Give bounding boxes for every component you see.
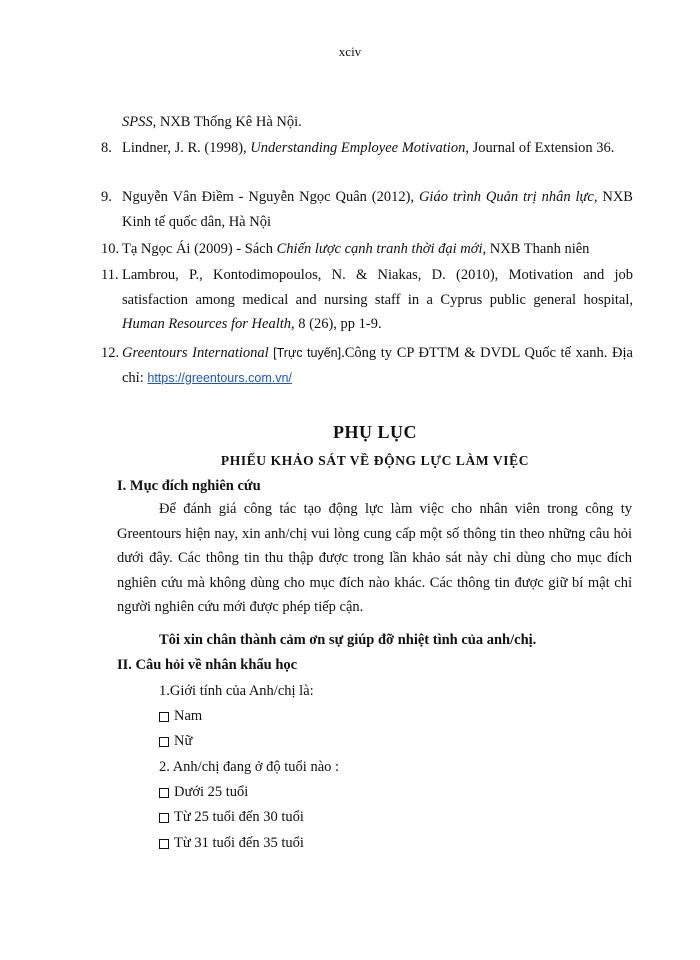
reference-item bbox=[101, 237, 633, 262]
checkbox[interactable] bbox=[159, 813, 169, 823]
checkbox[interactable] bbox=[159, 839, 169, 849]
reference-text bbox=[122, 185, 633, 234]
italic-title: Chiến lược cạnh tranh thời đại mới, bbox=[276, 241, 487, 257]
reference-item bbox=[101, 136, 633, 161]
reference-text-segment: , NXB Thống Kê Hà Nội. bbox=[152, 114, 302, 130]
reference-number: 9. bbox=[101, 189, 112, 205]
option-age-31-35[interactable]: Từ 31 tuổi đến 35 tuổi bbox=[159, 835, 304, 852]
reference-text-segment: Lambrou, P., Kontodimopoulos, N. & Niakas, D. (2010), Motivation and job satisfaction among medical and nursing staff in a Cyprus public general hospital, bbox=[122, 267, 633, 308]
reference-item bbox=[101, 341, 633, 390]
reference-text-segment: Lindner, J. R. (1998), bbox=[122, 140, 251, 156]
reference-text bbox=[122, 110, 633, 135]
reference-text bbox=[122, 263, 633, 337]
reference-number: 10. bbox=[101, 241, 120, 257]
section-heading-demographics: II. Câu hỏi về nhân khẩu học bbox=[117, 657, 298, 673]
reference-number: 8. bbox=[101, 140, 112, 156]
thanks-line: Tôi xin chân thành cảm ơn sự giúp đỡ nhiệt tình của anh/chị. bbox=[159, 632, 537, 648]
reference-text-segment: .Công ty CP ĐTTM & DVDL Quốc tế xanh. Địa chỉ: bbox=[122, 345, 633, 386]
reference-number: 11. bbox=[101, 267, 119, 283]
page-number: xciv bbox=[338, 44, 362, 59]
option-female[interactable]: Nữ bbox=[159, 733, 192, 750]
reference-text bbox=[122, 237, 633, 262]
italic-title: Giáo trình Quản trị nhân lực, bbox=[418, 189, 598, 205]
question-age: 2. Anh/chị đang ở độ tuổi nào : bbox=[159, 759, 340, 775]
reference-item bbox=[101, 110, 633, 135]
reference-text bbox=[122, 341, 633, 390]
reference-number: 12. bbox=[101, 345, 120, 361]
reference-text bbox=[122, 136, 633, 161]
reference-text-segment: NXB Thanh niên bbox=[486, 241, 590, 257]
checkbox[interactable] bbox=[159, 788, 169, 798]
reference-text-segment: [Trực tuyến] bbox=[268, 346, 342, 360]
checkbox[interactable] bbox=[159, 737, 169, 747]
italic-title: Human Resources for Health bbox=[122, 316, 292, 332]
italic-title: Understanding Employee Motivation bbox=[250, 140, 466, 156]
purpose-paragraph: Để đánh giá công tác tạo động lực làm việc cho nhân viên trong công ty Greentours hiện nay, xin anh/chị vui lòng cung cấp một số thông tin theo những câu hỏi dưới đây. Các thông tin thu thập được trong lần khảo sát này chỉ dùng cho mục đích nghiên cứu mà không dùng cho mục đích nào khác. Các thông tin được giữ bí mật chỉ người nghiên cứu mới được phép tiếp cận. bbox=[117, 501, 632, 615]
appendix-title: PHỤ LỤC bbox=[333, 422, 417, 442]
checkbox[interactable] bbox=[159, 712, 169, 722]
reference-text-segment: Nguyễn Vân Điềm - Nguyễn Ngọc Quân (2012), bbox=[122, 189, 419, 205]
option-age-25-30[interactable]: Từ 25 tuổi đến 30 tuổi bbox=[159, 809, 304, 826]
website-link[interactable]: https://greentours.com.vn/ bbox=[147, 370, 292, 385]
option-male[interactable]: Nam bbox=[159, 708, 202, 725]
reference-text-segment: , Journal of Extension 36. bbox=[465, 140, 615, 156]
italic-title: Greentours International bbox=[122, 345, 269, 361]
italic-title: SPSS bbox=[122, 114, 153, 130]
option-age-under-25[interactable]: Dưới 25 tuổi bbox=[159, 784, 248, 801]
question-gender: 1.Giới tính của Anh/chị là: bbox=[159, 683, 314, 699]
reference-text-segment: , 8 (26), pp 1-9. bbox=[291, 316, 382, 332]
survey-title: PHIẾU KHẢO SÁT VỀ ĐỘNG LỰC LÀM VIỆC bbox=[220, 453, 530, 468]
reference-item bbox=[101, 185, 633, 234]
section-heading-purpose: I. Mục đích nghiên cứu bbox=[117, 478, 261, 494]
reference-text-segment: NXB Kinh tế quốc dân, Hà Nội bbox=[122, 189, 633, 230]
reference-text-segment: Tạ Ngọc Ái (2009) - Sách bbox=[122, 241, 277, 257]
reference-item bbox=[101, 263, 633, 337]
